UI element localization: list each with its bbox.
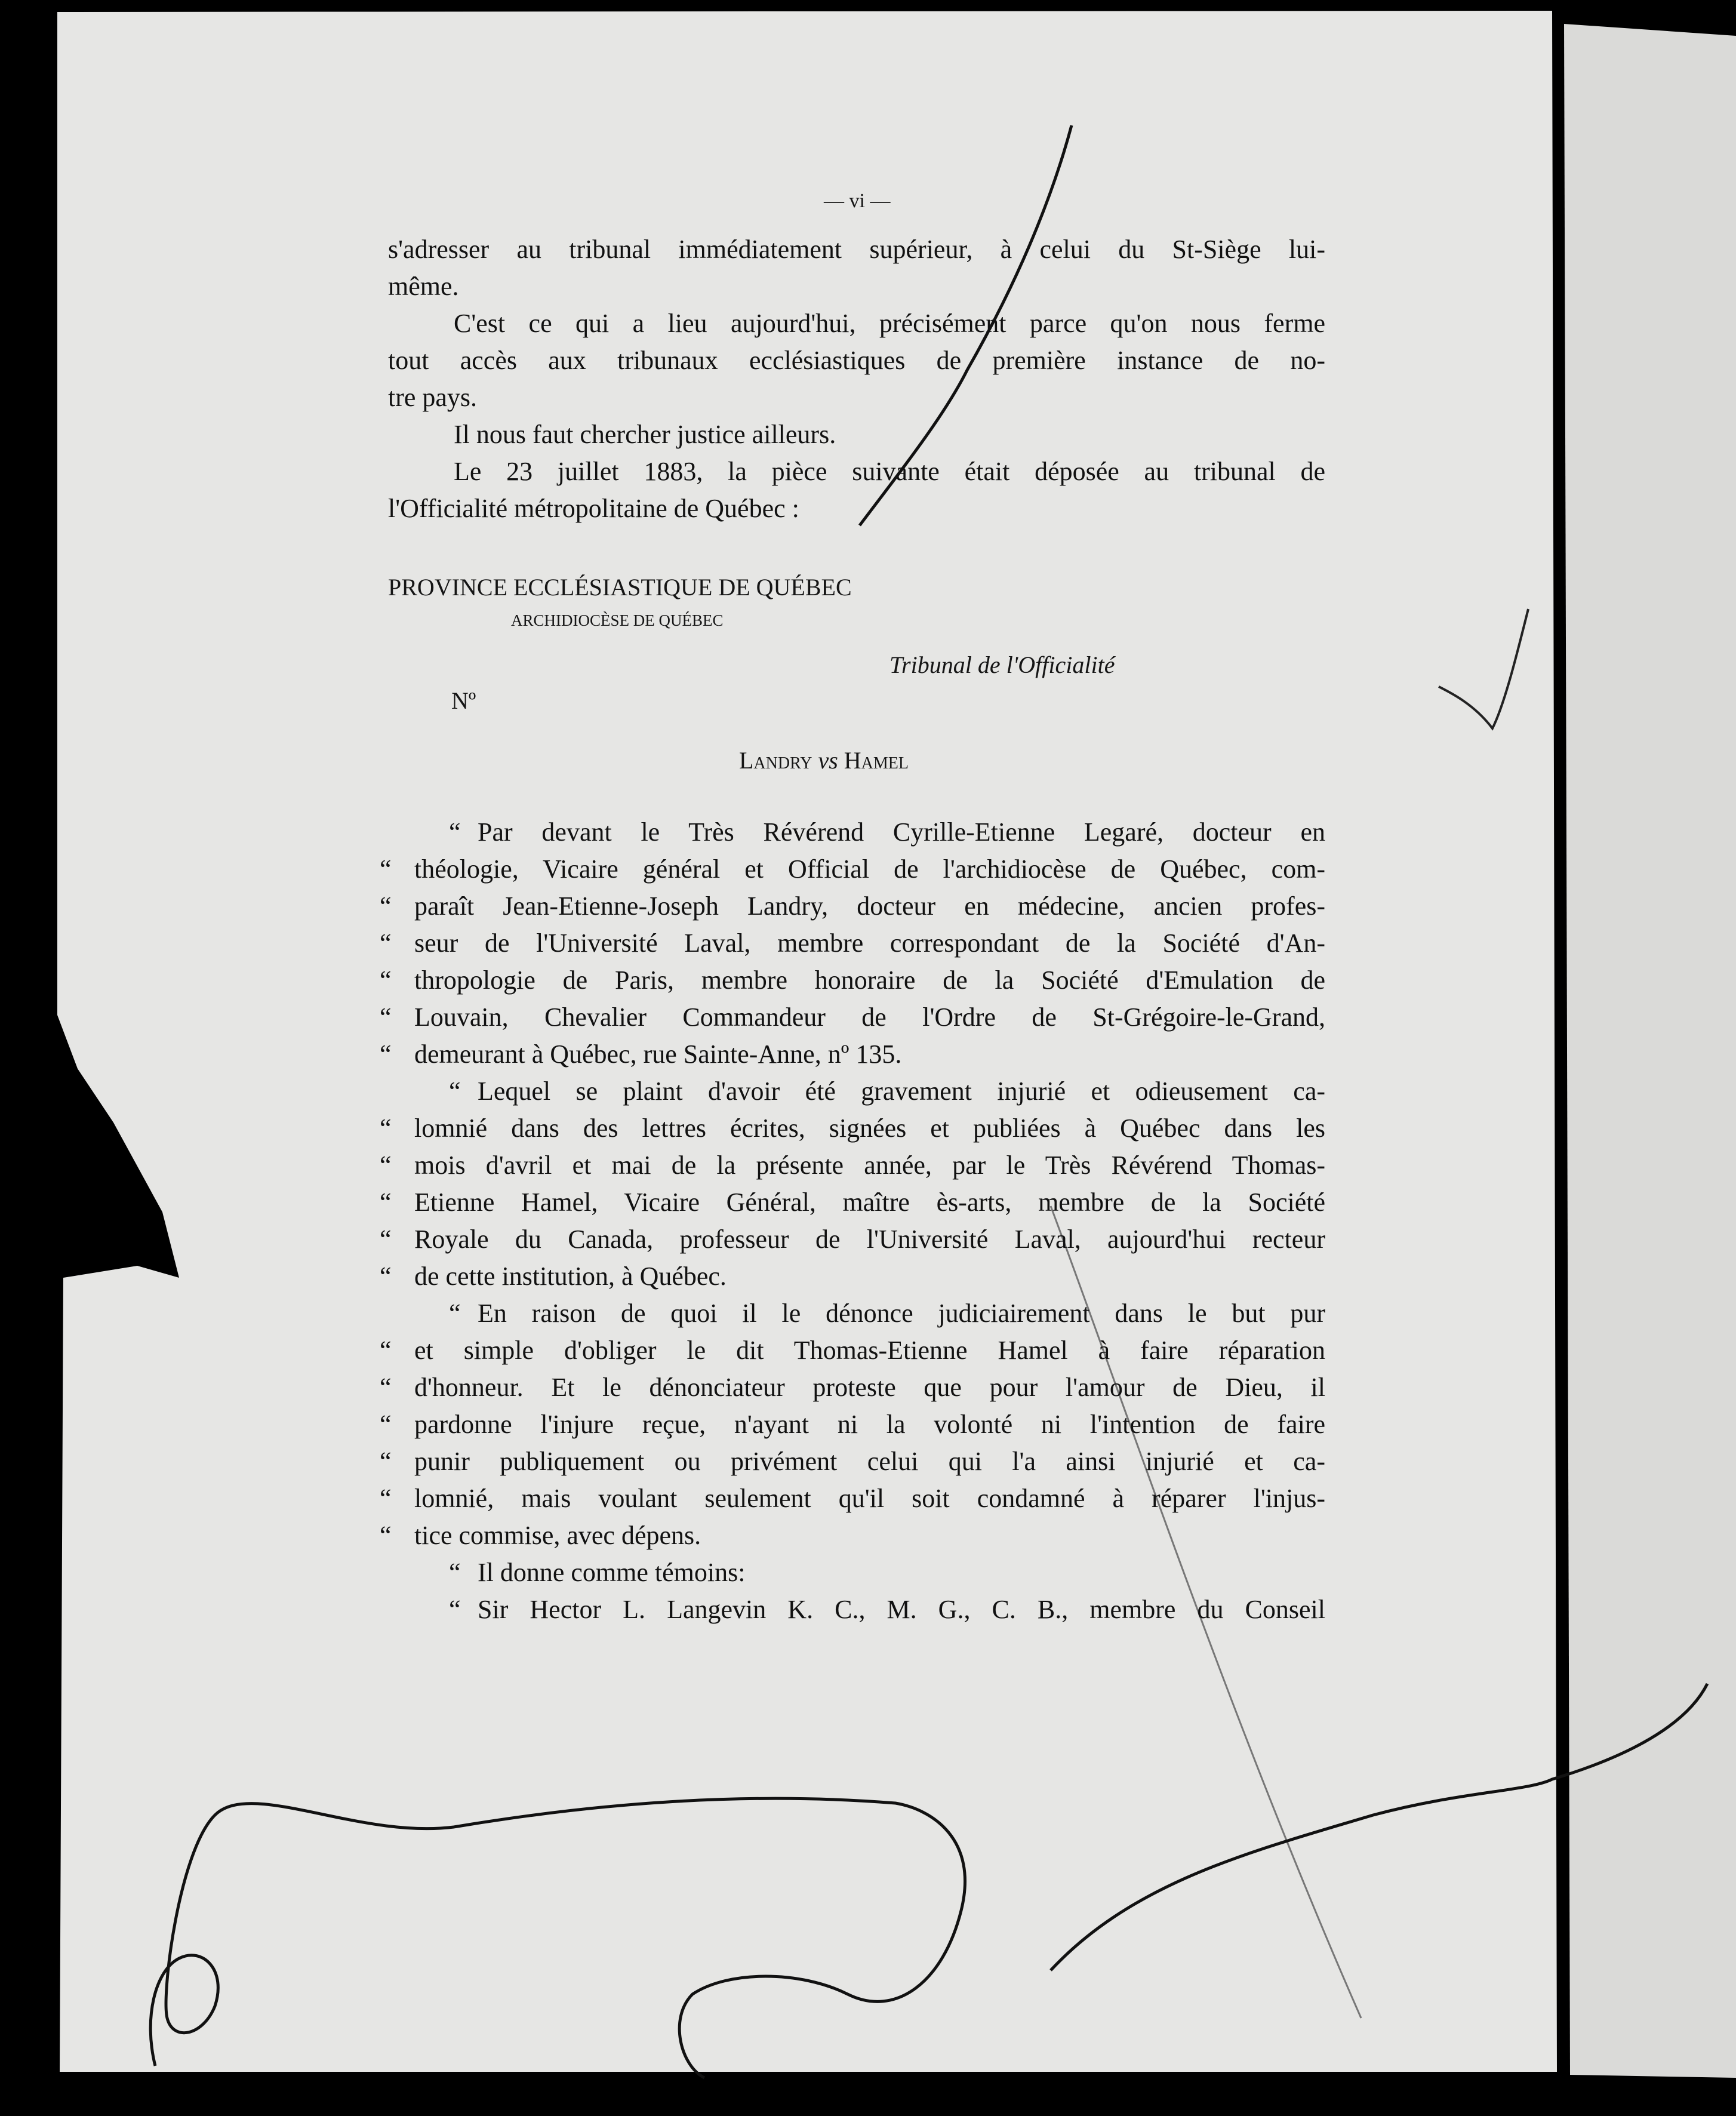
deposition-line-12: Royale du Canada, professeur de l'Université Laval, aujourd'hui recteur [414,1225,1325,1254]
quote-mark: “ [380,1447,392,1476]
adjacent-page-edge [1564,24,1736,2078]
deposition-line-8: Lequel se plaint d'avoir été gravement injurié et odieusement ca- [478,1077,1325,1106]
deposition-line-3: paraît Jean-Etienne-Joseph Landry, docteur en médecine, ancien profes- [414,891,1325,921]
intro-line-3: C'est ce qui a lieu aujourd'hui, précisément parce qu'on nous ferme [454,309,1325,338]
intro-line-5: tre pays. [388,383,478,412]
deposition-line-13: de cette institution, à Québec. [414,1262,727,1291]
quote-mark: “ [380,1373,392,1402]
quote-mark: “ [380,1151,392,1180]
deposition-line-5: thropologie de Paris, membre honoraire de la Société d'Emulation de [414,965,1325,995]
deposition-line-9: lomnié dans des lettres écrites, signées et publiées à Québec dans les [414,1114,1325,1143]
deposition-line-7: demeurant à Québec, rue Sainte-Anne, nº 135. [414,1039,902,1069]
deposition-line-14: En raison de quoi il le dénonce judiciairement dans le but pur [478,1299,1325,1328]
quote-mark: “ [380,891,392,921]
quote-mark: “ [380,1039,392,1069]
deposition-line-4: seur de l'Université Laval, membre correspondant de la Société d'An- [414,928,1325,958]
intro-line-1: s'adresser au tribunal immédiatement supérieur, à celui du St-Siège lui- [388,235,1325,264]
quote-mark: “ [380,1262,392,1291]
deposition-line-17: pardonne l'injure reçue, n'ayant ni la volonté ni l'intention de faire [414,1410,1325,1439]
quote-mark: “ [449,1077,461,1106]
quote-mark: “ [380,1521,392,1550]
quote-mark: “ [380,1114,392,1143]
deposition-line-10: mois d'avril et mai de la présente année, par le Très Révérend Thomas- [414,1151,1325,1180]
case-title-defendant: Hamel [844,747,909,774]
deposition-line-6: Louvain, Chevalier Commandeur de l'Ordre de St-Grégoire-le-Grand, [414,1002,1325,1032]
deposition-line-21: Il donne comme témoins: [478,1558,746,1587]
deposition-line-11: Etienne Hamel, Vicaire Général, maître ès-arts, membre de la Société [414,1188,1325,1217]
deposition-line-19: lomnié, mais voulant seulement qu'il soit condamné à réparer l'injus- [414,1484,1325,1513]
intro-line-4: tout accès aux tribunaux ecclésiastiques de première instance de no- [388,346,1325,375]
quote-mark: “ [449,817,461,847]
quote-mark: “ [380,1225,392,1254]
intro-line-2: même. [388,272,459,301]
quote-mark: “ [380,1188,392,1217]
heading-archdiocese: ARCHIDIOCÈSE DE QUÉBEC [511,611,724,629]
heading-province: PROVINCE ECCLÉSIASTIQUE DE QUÉBEC [388,574,852,601]
intro-line-7: Le 23 juillet 1883, la pièce suivante était déposée au tribunal de [454,457,1325,486]
quote-mark: “ [449,1558,461,1587]
quote-mark: “ [380,1002,392,1032]
quote-mark: “ [380,1484,392,1513]
quote-mark: “ [380,1336,392,1365]
quote-mark: “ [380,965,392,995]
quote-mark: “ [380,928,392,958]
intro-line-8: l'Officialité métropolitaine de Québec : [388,494,799,523]
deposition-line-22: Sir Hector L. Langevin K. C., M. G., C. B., membre du Conseil [478,1595,1325,1624]
case-title-vs: vs [818,747,838,774]
deposition-line-15: et simple d'obliger le dit Thomas-Etienne Hamel à faire réparation [414,1336,1325,1365]
quote-mark: “ [380,1410,392,1439]
deposition-line-20: tice commise, avec dépens. [414,1521,701,1550]
quote-mark: “ [449,1595,461,1624]
page-folio: — vi — [824,190,891,212]
deposition-line-16: d'honneur. Et le dénonciateur proteste que pour l'amour de Dieu, il [414,1373,1325,1402]
quote-mark: “ [380,854,392,884]
number-label: Nº [451,687,476,714]
heading-tribunal: Tribunal de l'Officialité [889,651,1115,678]
deposition-line-18: punir publiquement ou privément celui qui l'a ainsi injurié et ca- [414,1447,1325,1476]
case-title-plaintiff: Landry [739,747,812,774]
intro-line-6: Il nous faut chercher justice ailleurs. [454,420,836,449]
case-title [739,746,909,774]
quote-mark: “ [449,1299,461,1328]
deposition-line-2: théologie, Vicaire général et Official de l'archidiocèse de Québec, com- [414,854,1325,884]
deposition-line-1: Par devant le Très Révérend Cyrille-Etienne Legaré, docteur en [478,817,1325,847]
